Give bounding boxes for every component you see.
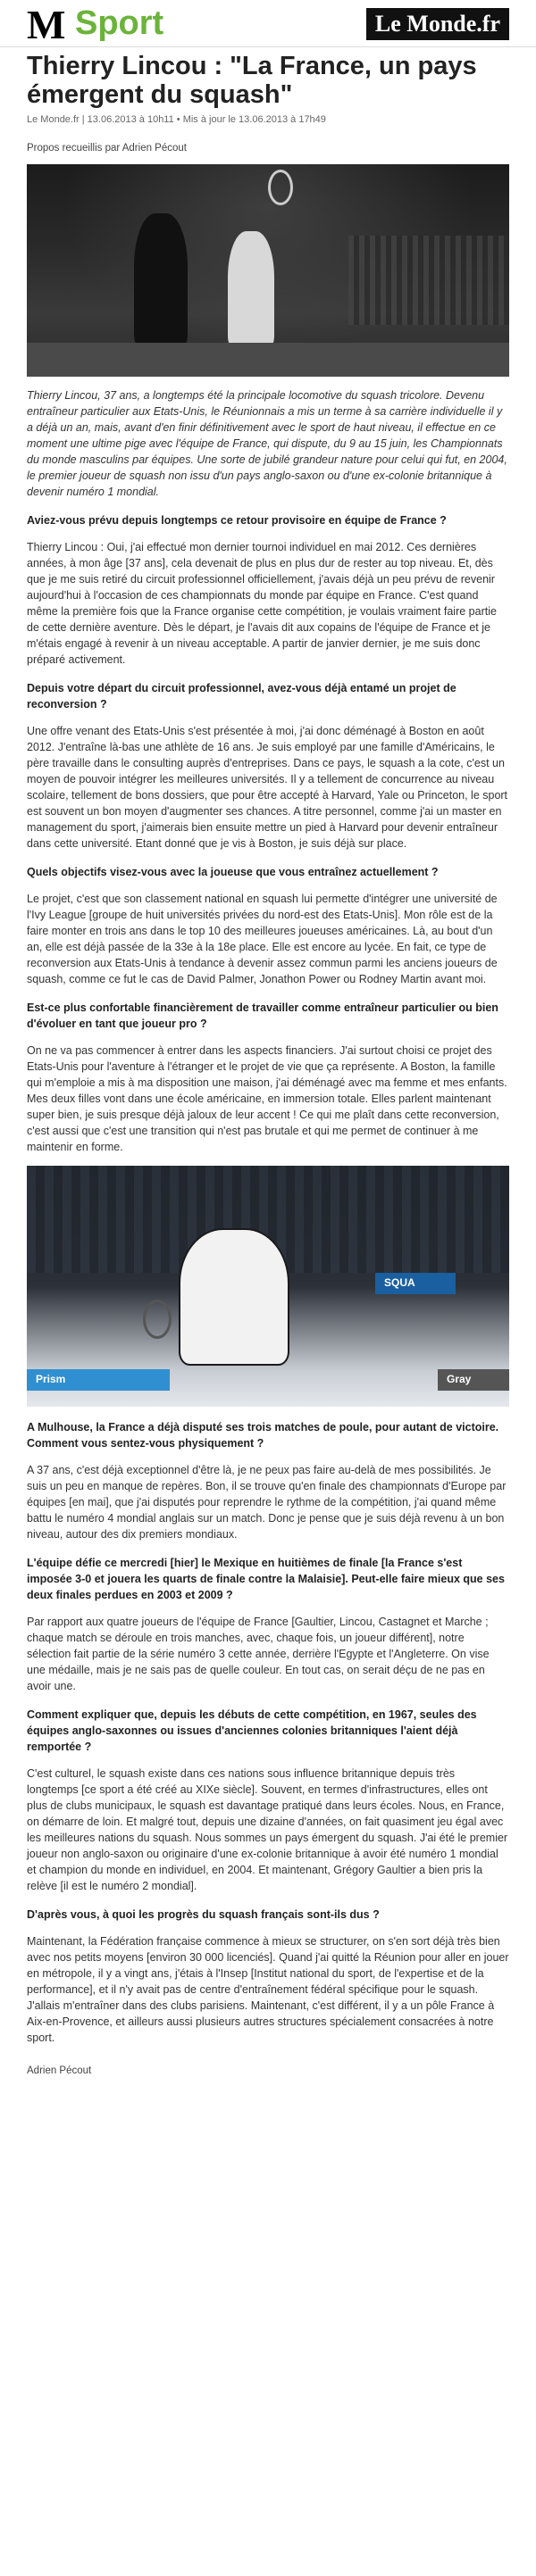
player-light-figure	[228, 231, 274, 347]
article-title: Thierry Lincou : "La France, un pays émergent du squash"	[27, 52, 477, 109]
site-header	[0, 0, 536, 47]
article-meta: Le Monde.fr | 13.06.2013 à 10h11 • Mis à jour le 13.06.2013 à 17h49	[27, 114, 326, 125]
question-4: Est-ce plus confortable financièrement de travailler comme entraîneur particulier ou bien d'évoluer en tant que joueur pro ?	[27, 1001, 498, 1030]
answer-8: Maintenant, la Fédération française commence à mieux se structurer, on s'en sort déjà très bien avec nos petits moyens [environ 30 000 licenciés]. Quand j'ai quitté la Réunion pour aller en jouer en métropole, il y a vingt ans, j'étais à l'Insep [Institut national du sport, de l'expertise et de la performance], et il n'y avait pas de centre d'entraînement fédéral spécifique pour le squash. J'allais m'entraîner dans des clubs parisiens. Maintenant, c'est différent, il y a un pôle France à Aix-en-Provence, et ailleurs aussi plusieurs autres structures spécialement consacrées à notre sport.	[27, 1935, 509, 2044]
sponsor-banner-mid: SQUA	[375, 1273, 456, 1294]
answer-7: C'est culturel, le squash existe dans ces nations sous influence britannique depuis très longtemps [ce sport a été créé au XIXe siècle]. Souvent, en termes d'infrastructures, elles ont plus de clubs municipaux, le squash est davantage pratiqué dans leurs écoles. Nous, en France, on démarre de loin. Et malgré tout, depuis une dizaine d'années, on fait quasiment jeu égal avec les meilleures nations du squash. Nous sommes un pays émergent du squash. J'ai été le premier joueur non anglo-saxon ou originaire d'une ex-colonie britannique à avoir été numéro 1 mondial et champion du monde en individuel, en 2004. Et maintenant, Grégory Gaultier a bien pris la relève [il est le numéro 2 mondial].	[27, 1767, 508, 1892]
le-monde-logo[interactable]: M	[27, 2, 66, 47]
question-8: D'après vous, à quoi les progrès du squash français sont-ils dus ?	[27, 1908, 380, 1921]
sponsor-banner-left: Prism	[27, 1369, 170, 1391]
sponsor-banner-right: Gray	[438, 1369, 509, 1391]
player-dark-figure	[134, 213, 188, 347]
article-photo-1	[27, 164, 509, 377]
lunging-player-figure	[179, 1228, 289, 1366]
question-2: Depuis votre départ du circuit professionnel, avez-vous déjà entamé un projet de reconversion ?	[27, 682, 456, 710]
question-1: Aviez-vous prévu depuis longtemps ce retour provisoire en équipe de France ?	[27, 514, 447, 527]
answer-4: On ne va pas commencer à entrer dans les aspects financiers. J'ai surtout choisi ce projet des Etats-Unis pour l'aventure à l'étranger et le projet de vie que ça représente. A Boston, la famille qui m'emploie a mis à ma disposition une maison, j'ai déménagé avec ma femme et mes enfants. Mes deux filles vont dans une école américaine, en immersion totale. Elles parlent maintenant super bien, je suis presque déjà jaloux de leur accent ! Ce qui me plaît dans cette reconversion, c'est aussi que c'est une transition qui n'est pas brutale et qui me permet de continuer à me maintenir en forme.	[27, 1044, 507, 1153]
answer-6: Par rapport aux quatre joueurs de l'équipe de France [Gaultier, Lincou, Castagnet et Marche ; chaque match se déroule en trois manches, avec, chaque fois, un joueur différent], notre sélection fait partie de la série numéro 3 cette année, derrière l'Egypte et l'Angleterre. On vise une médaille, mais je ne sais pas de quelle couleur. En tout cas, on serait déçu de ne pas en avoir une.	[27, 1616, 490, 1692]
racket-icon-2	[143, 1300, 172, 1339]
answer-1: Thierry Lincou : Oui, j'ai effectué mon dernier tournoi individuel en mai 2012. Ces dernières années, à mon âge [37 ans], cela devenait de plus en plus dur de rester au top niveau. Et, dès que je me suis retiré du circuit professionnel officiellement, j'avais déjà un peu prévu de revenir aujourd'hui à l'occasion de ces championnats du monde par équipe en France. C'est quand même la première fois que la France organise cette compétition, je voulais vraiment faire partie de cette dernière aventure. Dès le départ, je l'avais dit aux copains de l'équipe de France et je m'étais engagé à revenir à un niveau acceptable. A partir de janvier dernier, je me suis donc préparé activement.	[27, 541, 497, 666]
article-byline: Propos recueillis par Adrien Pécout	[27, 143, 187, 154]
question-7: Comment expliquer que, depuis les débuts de cette compétition, en 1967, seules des équipes anglo-saxonnes ou issues d'anciennes colonies britanniques l'aient déjà remportée ?	[27, 1708, 477, 1753]
article-intro: Thierry Lincou, 37 ans, a longtemps été la principale locomotive du squash tricolore. Devenu entraîneur particulier aux Etats-Unis, le Réunionnais a mis un terme à sa carrière individuelle il y a déjà un an, mais, avant d'en finir définitivement avec le sport de haut niveau, il effectue en ce moment une ultime pige avec l'équipe de France, qui dispute, du 9 au 15 juin, les Championnats du monde masculins par équipes. Une sorte de jubilé grandeur nature pour celui qui fut, en 2004, le premier joueur de squash non issu d'un pays anglo-saxon ou d'une ex-colonie britannique à devenir numéro 1 mondial.	[27, 389, 507, 498]
answer-2: Une offre venant des Etats-Unis s'est présentée à moi, j'ai donc déménagé à Boston en août 2012. J'entraîne là-bas une athlète de 16 ans. Je suis employé par une famille d'Américains, le père travaille dans le consulting auprès d'entreprises. Dans ce pays, le squash a la cote, c'est un moyen de pouvoir intégrer les meilleures universités. Il y a tellement de concurrence au niveau scolaire, tellement de bons dossiers, que pour être accepté à Harvard, Yale ou Princeton, le sport est souvent un bon moyen d'augmenter ses chances. A titre personnel, comme j'ai un master en management du sport, j'aimerais bien ensuite mettre un pied à Harvard pour devenir entraîneur dans cette université. Etant donné que je vis à Boston, je suis déjà sur place.	[27, 725, 508, 850]
question-6: L'équipe défie ce mercredi [hier] le Mexique en huitièmes de finale [la France s'est imposée 3-0 et jouera les quarts de finale contre la Malaisie]. Peut-elle faire mieux que ses deux finales perdues en 2003 et 2009 ?	[27, 1557, 505, 1601]
racket-icon	[268, 170, 293, 205]
section-title[interactable]: Sport	[75, 4, 164, 42]
answer-5: A 37 ans, c'est déjà exceptionnel d'être là, je ne peux pas faire au-delà de mes possibilités. Je suis un peu en manque de repères. Bon, il se trouve qu'en finale des championnats d'Europe par équipes [en mai], que j'ai disputés pour reprendre le rythme de la compétition, j'ai quand même battu le numéro 4 mondial anglais sur un match. Donc je pense que je suis déjà revenu à un bon niveau, autour des dix premiers mondiaux.	[27, 1464, 507, 1541]
article-author: Adrien Pécout	[27, 2065, 92, 2076]
question-5: A Mulhouse, la France a déjà disputé ses trois matches de poule, pour autant de victoire. Comment vous sentez-vous physiquement ?	[27, 1421, 499, 1450]
article-photo-2	[27, 1166, 509, 1407]
question-3: Quels objectifs visez-vous avec la joueuse que vous entraînez actuellement ?	[27, 866, 439, 878]
brand-logo[interactable]: Le Monde.fr	[366, 8, 509, 40]
article	[27, 52, 509, 2076]
answer-3: Le projet, c'est que son classement national en squash lui permette d'intégrer une université de l'Ivy League [groupe de huit universités privées du nord-est des Etats-Unis]. Mon rôle est de la faire monter en trois ans dans le top 10 des meilleures joueuses américaines. Là, au bout d'un an, elle est déjà passée de la 33e à la 18e place. Elle est encore au lycée. En fait, ce type de reconversion aux Etats-Unis à tendance à devenir assez commun parmi les anciens joueurs de squash, comme ce fut le cas de David Palmer, Jonathon Power ou Rodney Martin avant moi.	[27, 893, 498, 985]
